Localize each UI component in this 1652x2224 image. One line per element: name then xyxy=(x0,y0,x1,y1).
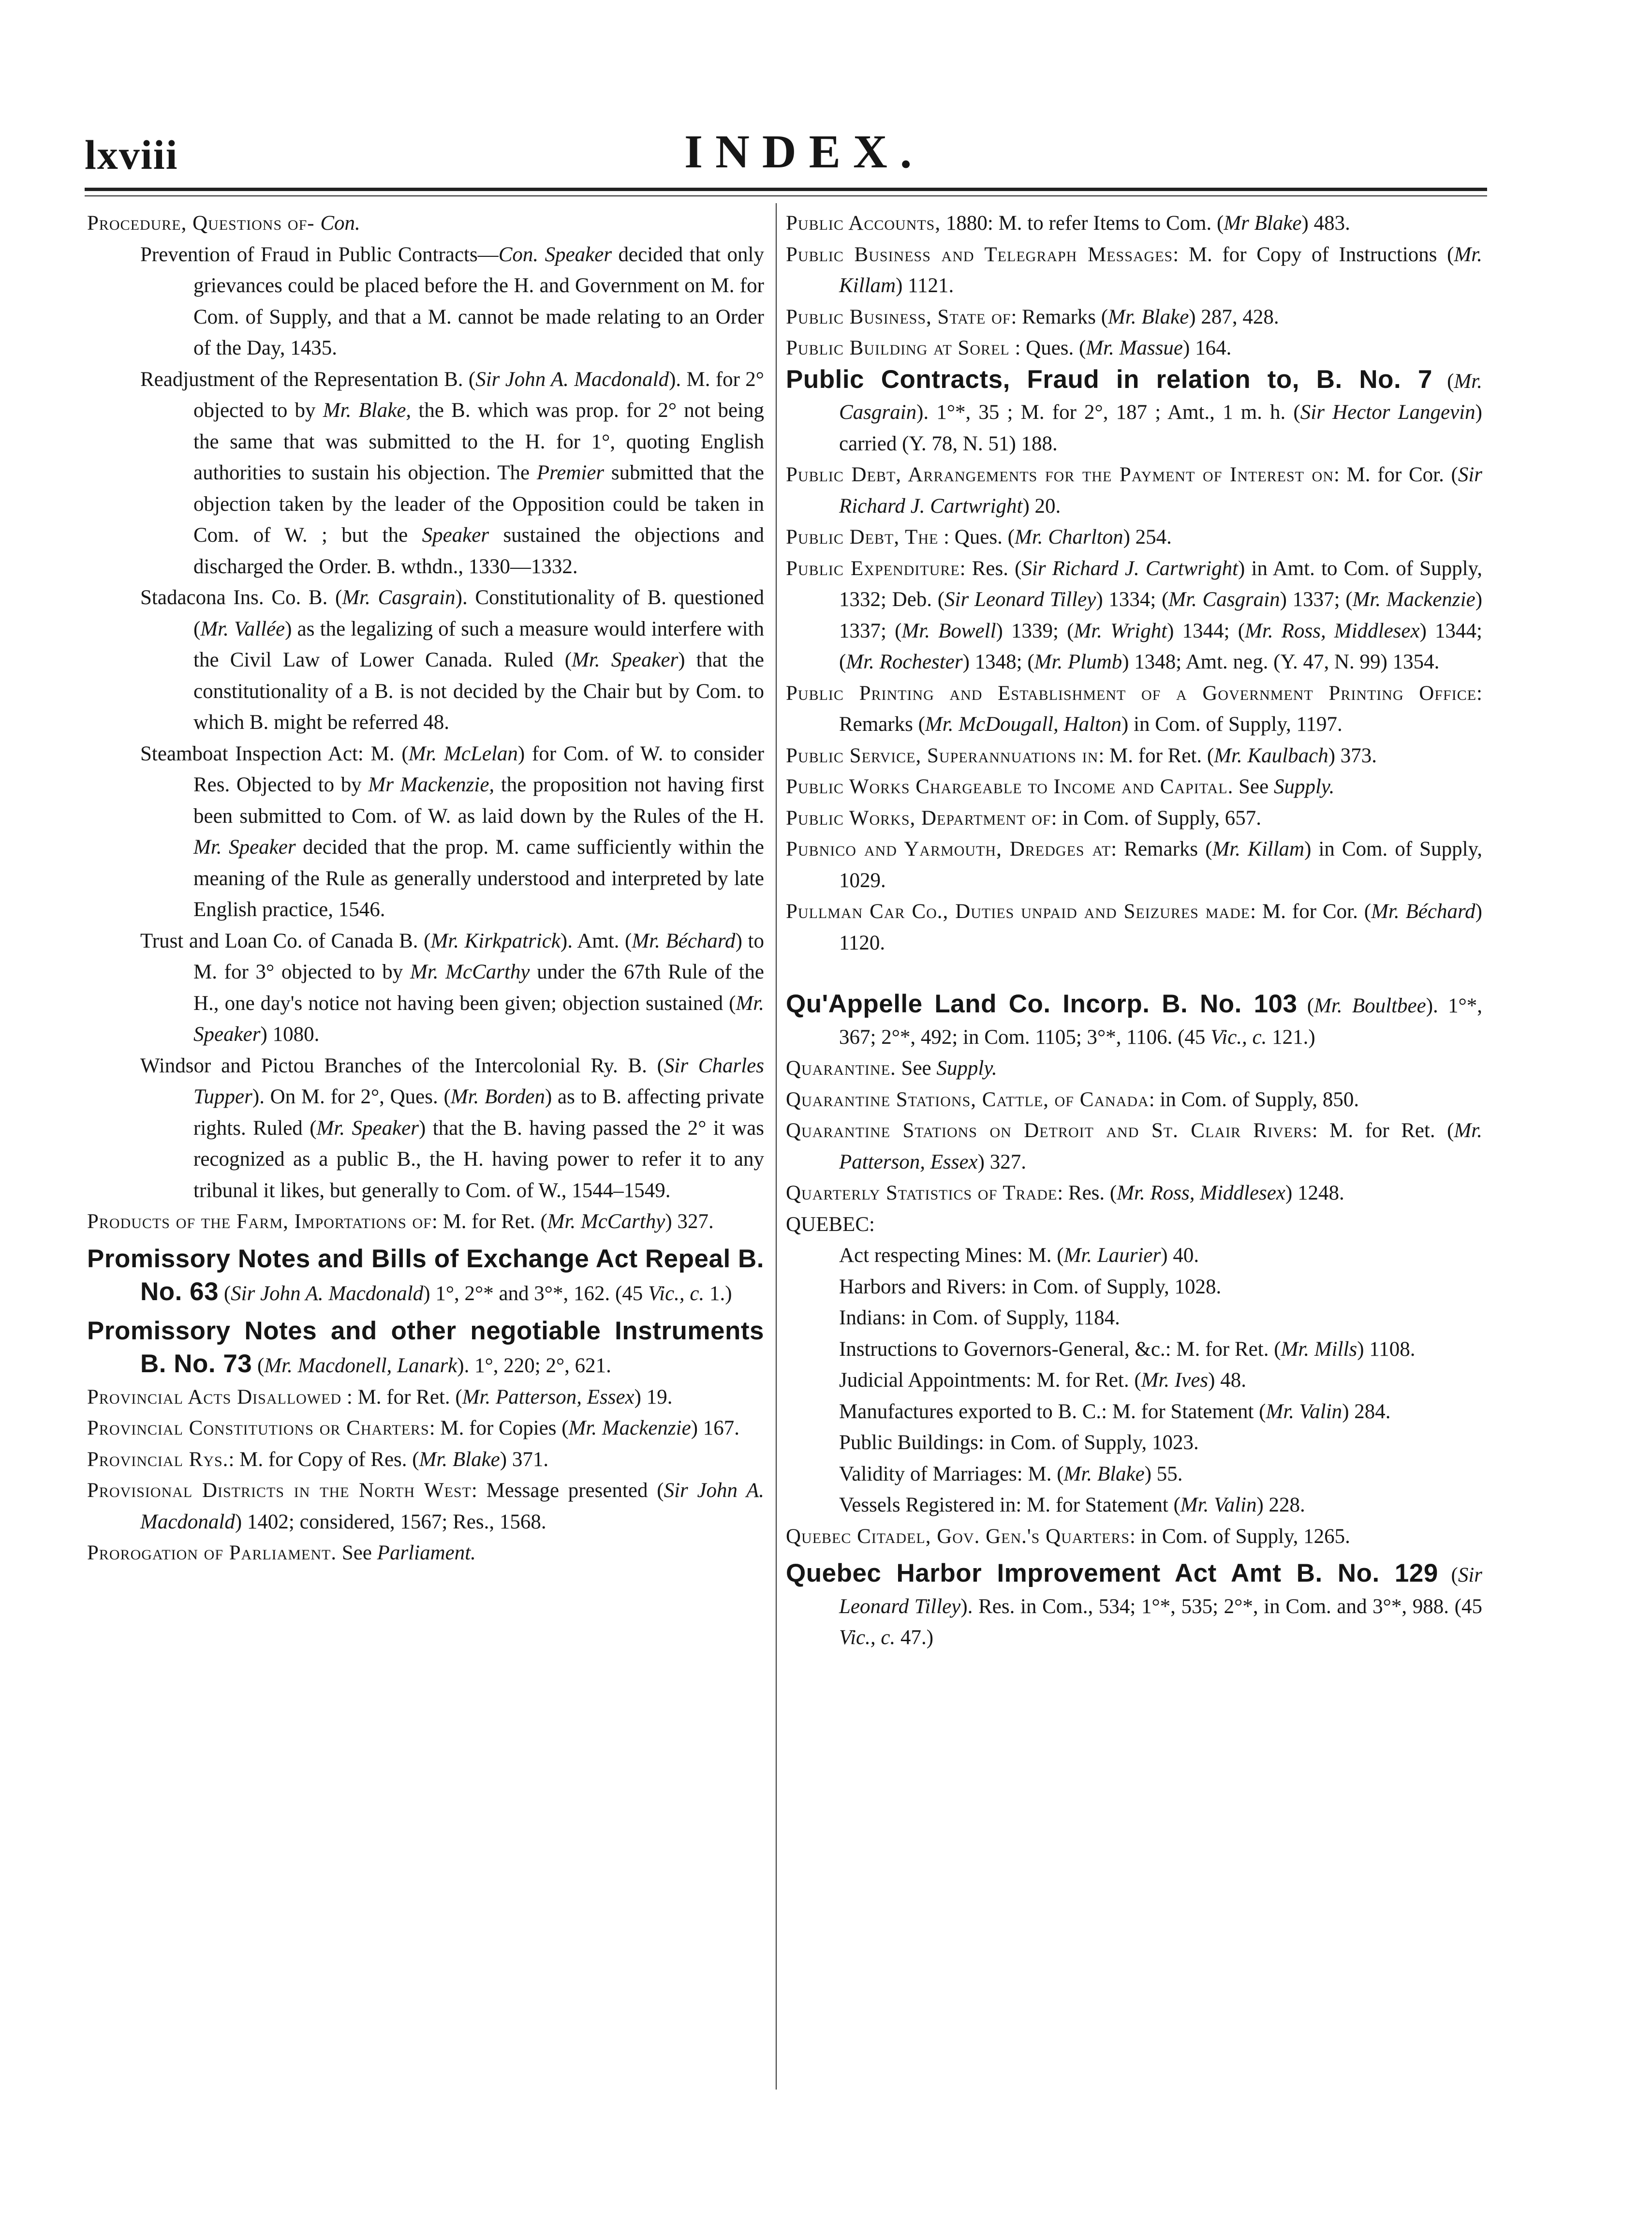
index-subentry xyxy=(786,1427,1482,1459)
entry-text: ) as to B. affecting private rights. Ruled ( xyxy=(193,1085,764,1140)
index-subentry xyxy=(786,1490,1482,1521)
italic-text: Mr. Rochester xyxy=(846,651,963,673)
italic-text: Mr. Casgrain xyxy=(1168,588,1280,611)
header-rule-thin xyxy=(85,195,1487,196)
italic-text: Mr. Béchard xyxy=(1371,900,1475,923)
entry-text: : Ques. ( xyxy=(938,526,1015,549)
entry-text: ) that the B. having passed the 2° it was recognized as a public B., the H. having power to refer it to any tribunal it likes, but generally to Com. of W., 1544–1549. xyxy=(193,1116,764,1202)
italic-text: Mr. Valin xyxy=(1180,1494,1257,1516)
index-entry xyxy=(87,208,764,239)
entry-text: : Remarks ( xyxy=(1111,838,1212,860)
italic-text: Mr. Blake xyxy=(1063,1462,1145,1485)
entry-heading: Prorogation of Parliament. xyxy=(87,1542,337,1564)
entry-text: ) 254. xyxy=(1123,526,1172,549)
entry-text: ) in Com. of Supply, 1029. xyxy=(839,838,1482,892)
entry-text: ). 1°*, 367; 2°*, 492; in Com. 1105; 3°*, 1106. (45 xyxy=(839,994,1483,1049)
index-subentry xyxy=(87,739,764,926)
italic-text: Mr. Borden xyxy=(450,1085,546,1108)
entry-heading: Pubnico and Yarmouth, Dredges at xyxy=(786,838,1111,860)
italic-text: Mr. Blake, xyxy=(323,399,412,422)
entry-heading: Public Building at Sorel xyxy=(786,337,1010,359)
italic-text: Vic., c. xyxy=(1210,1025,1267,1049)
entry-text: ) that the constitutionality of a B. is not decided by the Chair but by Com. to which B. might be referred 48. xyxy=(193,649,764,734)
italic-text: Sir Hector Langevin xyxy=(1300,401,1475,424)
entry-text: : M. for Ret. ( xyxy=(341,1385,462,1409)
bold-heading: Promissory Notes and Bills of Exchange Act Repeal B. No. 63 xyxy=(87,1244,764,1306)
entry-text: Indians: in Com. of Supply, 1184. xyxy=(839,1306,1120,1329)
entry-heading: Procedure, Questions of- xyxy=(87,212,321,235)
entry-text: : M. for Cor. ( xyxy=(1333,463,1458,486)
entry-text: ) 1348; ( xyxy=(962,651,1034,673)
bold-heading: Qu'Appelle Land Co. Incorp. B. No. 103 xyxy=(786,990,1298,1018)
entry-heading: Public Printing and Establishment of a Government Printing Office xyxy=(786,682,1477,705)
italic-text: Vic., c. xyxy=(839,1626,896,1649)
entry-text: : Ques. ( xyxy=(1009,337,1086,359)
entry-text: Vessels Registered in: M. for Statement ( xyxy=(839,1494,1180,1516)
italic-text: Mr. Valin xyxy=(1266,1400,1342,1423)
column-divider xyxy=(776,203,777,2090)
entry-text: : Remarks ( xyxy=(1011,305,1108,328)
italic-text: Mr. McCarthy xyxy=(547,1210,665,1233)
italic-text: Mr. Macdonell, Lanark xyxy=(264,1354,457,1377)
entry-heading: Provisional Districts in the North West xyxy=(87,1479,472,1502)
italic-text: Mr. McDougall, Halton xyxy=(925,713,1122,736)
italic-text: Mr. Vallée xyxy=(200,617,285,640)
italic-text: Mr. Béchard xyxy=(632,929,736,952)
entry-text: ) 1080. xyxy=(260,1023,320,1046)
entry-text: Prevention of Fraud in Public Contracts— xyxy=(140,243,499,266)
index-entry xyxy=(786,1053,1482,1084)
italic-text: Mr. Speaker xyxy=(193,992,764,1046)
entry-text: ) 483. xyxy=(1301,212,1350,235)
entry-text: : Remarks ( xyxy=(839,682,1482,736)
entry-text: ) 1337; ( xyxy=(1280,588,1353,611)
entry-heading: Public Debt, The xyxy=(786,526,939,549)
index-entry xyxy=(87,1444,764,1476)
italic-text: Mr. Mackenzie xyxy=(1352,588,1475,611)
italic-text: Mr. Ives xyxy=(1141,1369,1209,1392)
index-entry xyxy=(786,1115,1482,1178)
entry-text: Instructions to Governors-General, &c.: M. for Ret. ( xyxy=(839,1337,1281,1361)
index-entry xyxy=(786,989,1482,1053)
italic-text: Mr. Casgrain xyxy=(839,370,1482,424)
entry-text: ) 48. xyxy=(1208,1369,1246,1392)
italic-text: Mr. Patterson, Essex xyxy=(462,1385,634,1409)
italic-text: Mr. Blake xyxy=(1108,305,1189,328)
index-subentry xyxy=(87,239,764,364)
italic-text: Mr. Bowell xyxy=(901,619,996,642)
entry-text: : Res. ( xyxy=(959,557,1022,580)
index-entry xyxy=(786,771,1482,803)
entry-text: ) 284. xyxy=(1342,1400,1391,1423)
entry-text: QUEBEC: xyxy=(786,1213,875,1236)
index-entry xyxy=(786,522,1482,553)
italic-text: Con. xyxy=(320,212,360,235)
entry-text: ). Constitutionality of B. questioned ( xyxy=(193,586,764,640)
index-entry xyxy=(786,302,1482,333)
entry-text: under the 67th Rule of the H., one day's notice not having been given; objection sustained ( xyxy=(193,961,764,1015)
entry-text: ) 371. xyxy=(500,1448,549,1471)
index-subentry xyxy=(786,1334,1482,1365)
italic-text: Con. xyxy=(498,243,539,266)
entry-heading: Provincial Rys. xyxy=(87,1448,229,1471)
entry-text: : M. for Copy of Instructions ( xyxy=(1173,243,1454,266)
entry-text: : M. for Ret. ( xyxy=(1098,744,1214,767)
bold-heading: Public Contracts, Fraud in relation to, B. No. 7 xyxy=(786,365,1432,394)
index-entry xyxy=(786,239,1482,302)
entry-text: : M. for Ret. ( xyxy=(1312,1119,1454,1142)
entry-text: ) 19. xyxy=(634,1385,673,1409)
italic-text: Speaker xyxy=(545,243,612,266)
index-entry xyxy=(87,1475,764,1538)
index-entry xyxy=(786,741,1482,772)
index-subentry xyxy=(87,364,764,583)
index-entry xyxy=(786,1178,1482,1209)
entry-heading: Products of the Farm, Importations of xyxy=(87,1210,432,1233)
italic-text: Mr. Speaker xyxy=(572,649,678,671)
index-subentry xyxy=(786,1303,1482,1334)
running-head: INDEX. xyxy=(684,126,925,178)
entry-text: ) 40. xyxy=(1161,1244,1199,1267)
entry-text: Manufactures exported to B. C.: M. for Statement ( xyxy=(839,1400,1266,1423)
italic-text: Mr. Killam xyxy=(839,243,1483,297)
italic-text: Mr. Kaulbach xyxy=(1214,744,1328,767)
index-entry xyxy=(786,460,1482,522)
entry-text: See xyxy=(337,1542,377,1564)
entry-text: Act respecting Mines: M. ( xyxy=(839,1244,1064,1267)
entry-text: ) to M. for 3° objected to by xyxy=(193,929,764,983)
index-entry xyxy=(87,1538,764,1569)
entry-heading: Quarantine Stations, Cattle, of Canada xyxy=(786,1088,1149,1111)
entry-text: ) 327. xyxy=(665,1210,714,1233)
entry-text: See xyxy=(896,1057,937,1080)
entry-heading: Public Debt, Arrangements for the Payment of Interest on xyxy=(786,463,1334,486)
italic-text: Mr. Ross, Middlesex xyxy=(1117,1182,1285,1204)
page-header xyxy=(85,116,1487,189)
entry-heading: Public Business and Telegraph Messages xyxy=(786,243,1173,266)
entry-text: ). 1°*, 35 ; M. for 2°, 187 ; Amt., 1 m. h. ( xyxy=(916,401,1300,424)
entry-text: : Res. ( xyxy=(1057,1182,1117,1204)
entry-heading: Pullman Car Co., Duties unpaid and Seizures made xyxy=(786,900,1251,923)
italic-text: Sir John A. Macdonald xyxy=(231,1282,424,1305)
italic-text: Mr. Mackenzie xyxy=(568,1417,691,1439)
entry-text: ). 1°, 220; 2°, 621. xyxy=(457,1354,611,1377)
index-subentry xyxy=(87,926,764,1051)
italic-text: Mr. McCarthy xyxy=(410,961,530,983)
index-entry xyxy=(87,1206,764,1238)
entry-text: ( xyxy=(1297,994,1314,1017)
entry-text: ( xyxy=(252,1354,265,1377)
index-entry xyxy=(87,1244,764,1310)
entry-text: ). Res. in Com., 534; 1°*, 535; 2°*, in Com. and 3°*, 988. (45 xyxy=(960,1595,1482,1618)
italic-text: Sir Charles Tupper xyxy=(193,1054,764,1108)
entry-gap xyxy=(786,959,1482,983)
italic-text: Supply. xyxy=(1273,775,1335,798)
entry-heading: Public Works, Department of xyxy=(786,806,1051,830)
bold-heading: Promissory Notes and other negotiable Instruments B. No. 73 xyxy=(87,1316,764,1378)
italic-text: Speaker xyxy=(422,524,489,547)
entry-text: ) 20. xyxy=(1022,494,1061,518)
entry-text: : in Com. of Supply, 1265. xyxy=(1130,1525,1350,1548)
entry-text: ) in Amt. to Com. of Supply, 1332; Deb. ( xyxy=(839,557,1482,611)
italic-text: Sir John A. Macdonald xyxy=(140,1479,764,1533)
entry-text: ) 164. xyxy=(1183,337,1232,359)
entry-text: : M. for Ret. ( xyxy=(431,1210,547,1233)
entry-text: : in Com. of Supply, 850. xyxy=(1149,1088,1359,1111)
italic-text: Sir John A. Macdonald xyxy=(475,368,669,391)
index-entry xyxy=(786,1521,1482,1553)
index-entry xyxy=(786,1084,1482,1116)
italic-text: Mr. Casgrain xyxy=(342,586,456,609)
entry-text: ) 1248. xyxy=(1285,1182,1344,1204)
italic-text: Sir Richard J. Cartwright xyxy=(839,463,1482,518)
italic-text: Sir Richard J. Cartwright xyxy=(1021,557,1239,580)
entry-text xyxy=(538,243,545,266)
index-entry xyxy=(87,1316,764,1382)
entry-text: Windsor and Pictou Branches of the Intercolonial Ry. B. ( xyxy=(140,1054,664,1077)
entry-heading: Public Accounts, xyxy=(786,212,941,235)
entry-text: submitted that the objection taken by the leader of the Opposition could be taken in Com. of W. ; but the xyxy=(193,461,765,547)
index-subentry xyxy=(786,1396,1482,1428)
entry-text: Judicial Appointments: M. for Ret. ( xyxy=(839,1369,1141,1392)
entry-text: ) 1402; considered, 1567; Res., 1568. xyxy=(235,1510,546,1533)
italic-text: Mr. McLelan xyxy=(408,742,518,765)
entry-text: ) carried (Y. 78, N. 51) 188. xyxy=(839,401,1482,455)
entry-text: ). Amt. ( xyxy=(560,929,632,952)
entry-text: ). M. for 2° objected to by xyxy=(193,368,764,422)
index-entry xyxy=(786,896,1482,959)
entry-text: ) 167. xyxy=(691,1417,740,1439)
entry-text: ) 373. xyxy=(1328,744,1377,767)
entry-text: ) 1337; ( xyxy=(839,588,1483,642)
entry-heading: Provincial Constitutions or Charters xyxy=(87,1417,429,1439)
entry-text: ( xyxy=(1438,1564,1458,1586)
entry-text: ) 1348; Amt. neg. (Y. 47, N. 99) 1354. xyxy=(1122,651,1440,673)
entry-text: Harbors and Rivers: in Com. of Supply, 1028. xyxy=(839,1275,1222,1298)
index-subentry xyxy=(87,582,764,739)
entry-text: 121.) xyxy=(1267,1025,1315,1049)
italic-text: Mr Blake xyxy=(1224,212,1302,235)
entry-text: the proposition not having first been submitted to Com. of W. as laid down by the Rules of the H. xyxy=(193,773,764,828)
entry-text: : Message presented ( xyxy=(471,1479,664,1502)
index-entry xyxy=(786,553,1482,678)
left-column xyxy=(87,208,764,1569)
index-subentry xyxy=(786,1365,1482,1396)
italic-text: Mr. Boultbee xyxy=(1314,994,1426,1017)
right-column xyxy=(786,208,1482,1654)
entry-text: ) for Com. of W. to consider Res. Objected to by xyxy=(193,742,765,796)
entry-text: the B. which was prop. for 2° not being the same that was submitted to the H. for 1°, quoting English authorities to sustain his objection. The xyxy=(193,399,765,484)
entry-text: decided that the prop. M. came sufficiently within the meaning of the Rule as generally understood and interpreted by late English practice, 1546. xyxy=(193,836,765,921)
entry-text: ( xyxy=(1432,370,1454,393)
entry-text: ) 1339; ( xyxy=(996,619,1074,642)
entry-heading: Quarantine Stations on Detroit and St. Clair Rivers xyxy=(786,1119,1312,1142)
entry-text: ) 228. xyxy=(1256,1494,1305,1516)
index-entry xyxy=(87,1413,764,1444)
index-entry xyxy=(786,1209,1482,1241)
entry-heading: Public Business, State of xyxy=(786,305,1011,328)
italic-text: Vic., c. xyxy=(648,1282,705,1305)
index-entry xyxy=(786,208,1482,239)
index-entry xyxy=(786,834,1482,896)
entry-text: ) as the legalizing of such a measure would interfere with the Civil Law of Lower Canada. Ruled ( xyxy=(193,617,764,671)
index-entry xyxy=(786,1558,1482,1654)
entry-text: Validity of Marriages: M. ( xyxy=(839,1462,1064,1485)
italic-text: Sir Leonard Tilley xyxy=(839,1564,1482,1618)
italic-text: Premier xyxy=(536,461,605,484)
italic-text: Sir Leonard Tilley xyxy=(944,588,1096,611)
italic-text: Mr Mackenzie, xyxy=(368,773,495,796)
entry-text: : M. for Copies ( xyxy=(429,1417,569,1439)
index-entry xyxy=(786,333,1482,364)
index-entry xyxy=(87,1382,764,1413)
entry-text: Stadacona Ins. Co. B. ( xyxy=(140,586,342,609)
entry-text: 1.) xyxy=(704,1282,732,1305)
entry-text: ) 287, 428. xyxy=(1189,305,1279,328)
italic-text: Supply. xyxy=(936,1057,997,1080)
italic-text: Mr. Plumb xyxy=(1034,651,1122,673)
entry-text: ) 1344; ( xyxy=(839,619,1482,673)
entry-heading: Quebec Citadel, Gov. Gen.'s Quarters xyxy=(786,1525,1130,1548)
entry-text: : M. for Cor. ( xyxy=(1250,900,1372,923)
italic-text: Mr. Speaker xyxy=(193,836,296,859)
italic-text: Parliament. xyxy=(377,1542,476,1564)
entry-heading: Public Works Chargeable to Income and Capital. xyxy=(786,775,1234,798)
entry-text: Public Buildings: in Com. of Supply, 1023. xyxy=(839,1431,1199,1454)
italic-text: Mr. Blake xyxy=(419,1448,500,1471)
entry-heading: Quarterly Statistics of Trade xyxy=(786,1182,1058,1204)
entry-text: See xyxy=(1233,775,1274,798)
index-subentry xyxy=(786,1459,1482,1490)
entry-text: ) 55. xyxy=(1144,1462,1183,1485)
entry-text: decided that only grievances could be placed before the H. and Government on M. for Com. of Supply, and that a M. cannot be made relating to an Order of the Day, 1435. xyxy=(193,243,765,359)
entry-text: : in Com. of Supply, 657. xyxy=(1051,806,1262,830)
bold-heading: Quebec Harbor Improvement Act Amt B. No. 129 xyxy=(786,1559,1438,1587)
entry-text: ). On M. for 2°, Ques. ( xyxy=(252,1085,451,1108)
entry-text: Readjustment of the Representation B. ( xyxy=(140,368,476,391)
entry-text: Trust and Loan Co. of Canada B. ( xyxy=(140,929,431,952)
index-subentry xyxy=(786,1272,1482,1303)
header-rule-thick xyxy=(85,188,1487,191)
entry-heading: Provincial Acts Disallowed xyxy=(87,1385,342,1409)
italic-text: Mr. Ross, Middlesex xyxy=(1245,619,1420,642)
index-entry xyxy=(786,364,1482,460)
italic-text: Mr. Patterson, Essex xyxy=(839,1119,1482,1173)
index-entry xyxy=(786,803,1482,834)
entry-text: ) 1120. xyxy=(839,900,1482,954)
entry-text: ) in Com. of Supply, 1197. xyxy=(1121,713,1342,736)
italic-text: Mr. Kirkpatrick xyxy=(430,929,560,952)
entry-text: : M. for Copy of Res. ( xyxy=(228,1448,419,1471)
entry-text: ) 1108. xyxy=(1357,1337,1416,1361)
index-subentry xyxy=(87,1051,764,1207)
entry-heading: Public Service, Superannuations in xyxy=(786,744,1099,767)
entry-text: ) 1344; ( xyxy=(1167,619,1245,642)
entry-text: Steamboat Inspection Act: M. ( xyxy=(140,742,409,765)
entry-text: 47.) xyxy=(895,1626,934,1649)
italic-text: Mr. Massue xyxy=(1086,337,1183,359)
italic-text: Mr. Killam xyxy=(1212,838,1305,860)
entry-text: ) 1°, 2°* and 3°*, 162. (45 xyxy=(423,1282,649,1305)
entry-text: sustained the objections and discharged the Order. B. wthdn., 1330—1332. xyxy=(193,524,765,578)
index-subentry xyxy=(786,1240,1482,1272)
entry-text: ) 1334; ( xyxy=(1096,588,1169,611)
entry-text: ) 1121. xyxy=(896,274,954,297)
page-number: lxviii xyxy=(85,132,178,178)
italic-text: Mr. Wright xyxy=(1074,619,1167,642)
italic-text: Mr. Mills xyxy=(1281,1337,1357,1361)
entry-text: ( xyxy=(219,1282,231,1305)
italic-text: Mr. Speaker xyxy=(316,1116,419,1140)
entry-text: 1880: M. to refer Items to Com. ( xyxy=(941,212,1224,235)
entry-heading: Public Expenditure xyxy=(786,557,960,580)
entry-heading: Quarantine. xyxy=(786,1057,896,1080)
index-entry xyxy=(786,678,1482,741)
italic-text: Mr. Charlton xyxy=(1015,526,1123,549)
entry-text: ) 327. xyxy=(977,1150,1026,1173)
italic-text: Mr. Laurier xyxy=(1063,1244,1161,1267)
